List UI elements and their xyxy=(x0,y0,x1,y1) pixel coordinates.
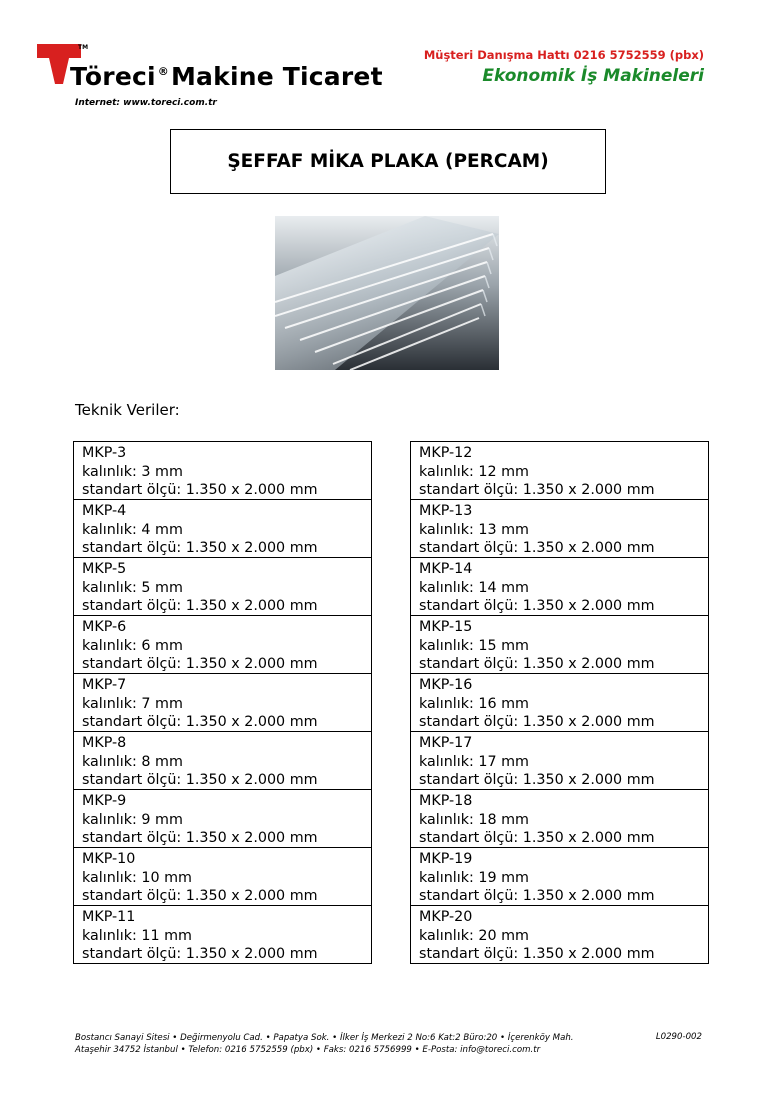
spec-thickness: kalınlık: 19 mm xyxy=(419,869,529,886)
spec-thickness: kalınlık: 18 mm xyxy=(419,811,529,828)
spec-code: MKP-14 xyxy=(419,561,473,577)
spec-code: MKP-6 xyxy=(82,619,127,635)
spec-code: MKP-17 xyxy=(419,735,473,751)
spec-code: MKP-4 xyxy=(82,503,127,519)
spec-size: standart ölçü: 1.350 x 2.000 mm xyxy=(82,714,318,730)
spec-size: standart ölçü: 1.350 x 2.000 mm xyxy=(419,714,655,730)
spec-code: MKP-13 xyxy=(419,503,473,519)
footer-line-2: Ataşehir 34752 İstanbul • Telefon: 0216 5752559 (pbx) • Faks: 0216 5756999 • E-Posta: info@toreci.com.tr xyxy=(75,1045,541,1055)
spec-cell xyxy=(74,616,371,674)
spec-thickness: kalınlık: 5 mm xyxy=(82,579,183,596)
spec-thickness: kalınlık: 4 mm xyxy=(82,521,183,538)
spec-code: MKP-12 xyxy=(419,445,473,461)
customer-hotline: Müşteri Danışma Hattı 0216 5752559 (pbx) xyxy=(423,48,704,62)
spec-cell xyxy=(74,558,371,616)
company-name xyxy=(70,62,383,91)
spec-cell xyxy=(74,442,371,500)
spec-cell xyxy=(411,848,708,906)
spec-cell xyxy=(74,732,371,790)
spec-cell xyxy=(74,790,371,848)
spec-size: standart ölçü: 1.350 x 2.000 mm xyxy=(82,598,318,614)
spec-size: standart ölçü: 1.350 x 2.000 mm xyxy=(82,656,318,672)
company-name-rest: Makine Ticaret xyxy=(170,62,383,91)
spec-size: standart ölçü: 1.350 x 2.000 mm xyxy=(419,888,655,904)
spec-thickness: kalınlık: 10 mm xyxy=(82,869,192,886)
page-title xyxy=(170,129,606,194)
spec-code: MKP-11 xyxy=(82,909,136,925)
spec-size: standart ölçü: 1.350 x 2.000 mm xyxy=(82,482,318,498)
spec-thickness: kalınlık: 6 mm xyxy=(82,637,183,654)
spec-code: MKP-20 xyxy=(419,909,473,925)
spec-thickness: kalınlık: 7 mm xyxy=(82,695,183,712)
registered-mark: ® xyxy=(157,65,169,78)
spec-thickness: kalınlık: 14 mm xyxy=(419,579,529,596)
spec-size: standart ölçü: 1.350 x 2.000 mm xyxy=(82,830,318,846)
spec-cell xyxy=(74,674,371,732)
spec-size: standart ölçü: 1.350 x 2.000 mm xyxy=(419,482,655,498)
spec-size: standart ölçü: 1.350 x 2.000 mm xyxy=(419,946,655,962)
spec-code: MKP-19 xyxy=(419,851,473,867)
spec-size: standart ölçü: 1.350 x 2.000 mm xyxy=(419,598,655,614)
footer-line-1: Bostancı Sanayi Sitesi • Değirmenyolu Cad. • Papatya Sok. • İlker İş Merkezi 2 No:6 Kat:2 Büro:20 • İçerenköy Mah. xyxy=(75,1033,574,1043)
spec-code: MKP-3 xyxy=(82,445,127,461)
spec-cell xyxy=(411,674,708,732)
spec-code: MKP-5 xyxy=(82,561,127,577)
spec-cell xyxy=(411,906,708,964)
spec-thickness: kalınlık: 11 mm xyxy=(82,927,192,944)
spec-thickness: kalınlık: 3 mm xyxy=(82,463,183,480)
spec-cell xyxy=(411,558,708,616)
spec-code: MKP-9 xyxy=(82,793,127,809)
spec-cell xyxy=(74,906,371,964)
spec-size: standart ölçü: 1.350 x 2.000 mm xyxy=(82,772,318,788)
website-label: Internet: www.toreci.com.tr xyxy=(75,98,217,108)
spec-size: standart ölçü: 1.350 x 2.000 mm xyxy=(82,946,318,962)
spec-cell xyxy=(74,500,371,558)
spec-code: MKP-8 xyxy=(82,735,127,751)
spec-size: standart ölçü: 1.350 x 2.000 mm xyxy=(419,772,655,788)
spec-size: standart ölçü: 1.350 x 2.000 mm xyxy=(82,540,318,556)
spec-thickness: kalınlık: 9 mm xyxy=(82,811,183,828)
document-code: L0290-002 xyxy=(655,1032,702,1042)
spec-thickness: kalınlık: 12 mm xyxy=(419,463,529,480)
spec-size: standart ölçü: 1.350 x 2.000 mm xyxy=(82,888,318,904)
spec-code: MKP-7 xyxy=(82,677,127,693)
spec-thickness: kalınlık: 20 mm xyxy=(419,927,529,944)
spec-table-left xyxy=(73,441,372,964)
company-slogan: Ekonomik İş Makineleri xyxy=(482,66,704,86)
footer-address xyxy=(75,1032,574,1056)
spec-cell xyxy=(411,790,708,848)
spec-thickness: kalınlık: 8 mm xyxy=(82,753,183,770)
technical-data-label: Teknik Veriler: xyxy=(75,401,180,419)
spec-size: standart ölçü: 1.350 x 2.000 mm xyxy=(419,540,655,556)
spec-code: MKP-15 xyxy=(419,619,473,635)
page-title-text: ŞEFFAF MİKA PLAKA (PERCAM) xyxy=(227,151,549,172)
spec-thickness: kalınlık: 13 mm xyxy=(419,521,529,538)
spec-cell xyxy=(411,732,708,790)
spec-thickness: kalınlık: 17 mm xyxy=(419,753,529,770)
spec-code: MKP-10 xyxy=(82,851,136,867)
spec-size: standart ölçü: 1.350 x 2.000 mm xyxy=(419,830,655,846)
company-name-main: Töreci xyxy=(70,62,156,91)
spec-table-right xyxy=(410,441,709,964)
spec-cell xyxy=(74,848,371,906)
spec-code: MKP-18 xyxy=(419,793,473,809)
product-photo xyxy=(275,216,499,370)
spec-cell xyxy=(411,616,708,674)
spec-code: MKP-16 xyxy=(419,677,473,693)
trademark-mark: TM xyxy=(78,44,89,51)
spec-cell xyxy=(411,442,708,500)
spec-thickness: kalınlık: 16 mm xyxy=(419,695,529,712)
spec-size: standart ölçü: 1.350 x 2.000 mm xyxy=(419,656,655,672)
spec-thickness: kalınlık: 15 mm xyxy=(419,637,529,654)
spec-cell xyxy=(411,500,708,558)
